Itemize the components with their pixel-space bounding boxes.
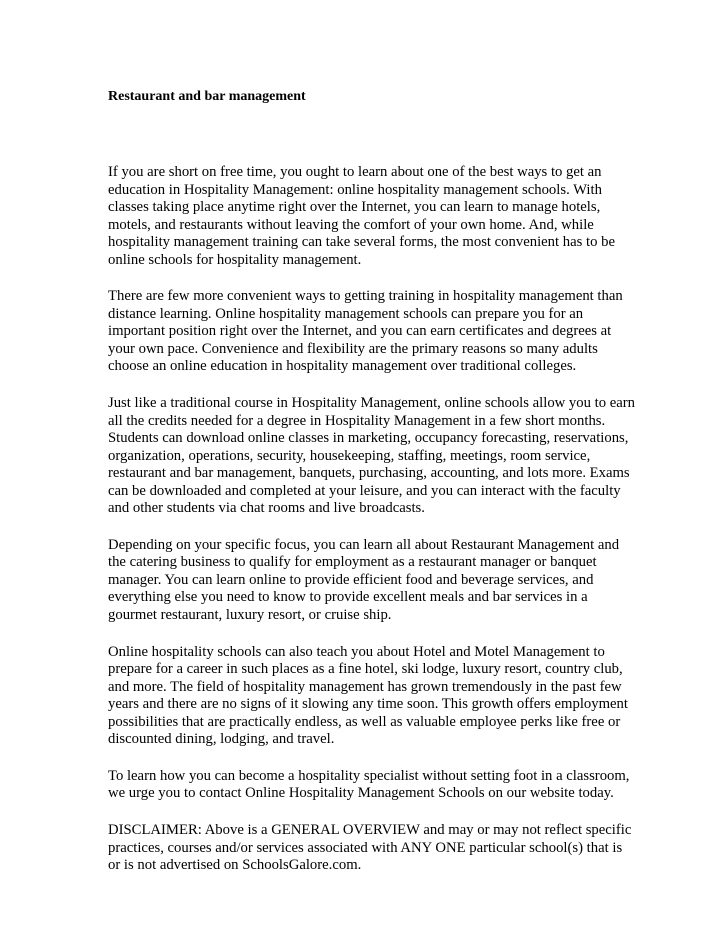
paragraph-2: [108, 288, 623, 376]
disclaimer-paragraph: [108, 821, 632, 875]
paragraph-1: [108, 164, 623, 269]
document-body: [108, 164, 636, 894]
paragraph-line: There are few more convenient ways to getting training in hospitality management than: [108, 288, 623, 305]
paragraph-line: important position right over the Internet, and you can earn certificates and degrees at: [108, 323, 612, 340]
paragraph-line: motels, and restaurants without leaving the comfort of your own home. And, while: [108, 216, 594, 233]
paragraph-line: hospitality management training can take several forms, the most convenient has to be: [108, 234, 615, 251]
paragraph-line: If you are short on free time, you ought to learn about one of the best ways to get an: [108, 164, 602, 180]
paragraph-line: and other students via chat rooms and live broadcasts.: [108, 500, 425, 517]
paragraph-line: education in Hospitality Management: online hospitality management schools. With: [108, 181, 602, 198]
paragraph-line: discounted dining, lodging, and travel.: [108, 731, 335, 748]
paragraph-line: organization, operations, security, housekeeping, staffing, meetings, room service,: [108, 447, 591, 464]
paragraph-line: and more. The field of hospitality management has grown tremendously in the past few: [108, 678, 622, 695]
page-title: Restaurant and bar management: [108, 89, 306, 104]
paragraph-line: years and there are no signs of it slowing any time soon. This growth offers employment: [108, 696, 628, 713]
paragraph-line: choose an online education in hospitality management over traditional colleges.: [108, 358, 577, 375]
paragraph-line: Online hospitality schools can also teach you about Hotel and Motel Management to: [108, 643, 605, 660]
paragraph-6: [108, 767, 630, 803]
paragraph-line: possibilities that are practically endless, as well as valuable employee perks like free or: [108, 713, 621, 730]
paragraph-3: [108, 395, 636, 518]
paragraph-line: or is not advertised on SchoolsGalore.com.: [108, 857, 362, 874]
paragraph-line: gourmet restaurant, luxury resort, or cruise ship.: [108, 607, 392, 624]
paragraph-4: [108, 537, 623, 625]
paragraph-line: classes taking place anytime right over the Internet, you can learn to manage hotels,: [108, 199, 601, 216]
paragraph-line: distance learning. Online hospitality management schools can prepare you for an: [108, 305, 584, 322]
paragraph-line: the catering business to qualify for employment as a restaurant manager or banquet: [108, 554, 597, 571]
paragraph-line: can be downloaded and completed at your leisure, and you can interact with the faculty: [108, 482, 621, 499]
paragraph-line: practices, courses and/or services associated with ANY ONE particular school(s) that is: [108, 839, 623, 856]
paragraph-line: Students can download online classes in marketing, occupancy forecasting, reservations,: [108, 430, 629, 447]
paragraph-line: restaurant and bar management, banquets, purchasing, accounting, and lots more. Exams: [108, 465, 630, 482]
paragraph-line: Just like a traditional course in Hospitality Management, online schools allow you to earn: [108, 395, 636, 412]
paragraph-line: prepare for a career in such places as a fine hotel, ski lodge, luxury resort, country club,: [108, 661, 623, 678]
paragraph-line: To learn how you can become a hospitality specialist without setting foot in a classroom,: [108, 767, 630, 784]
paragraph-line: everything else you need to know to provide excellent meals and bar services in a: [108, 589, 588, 606]
paragraph-line: online schools for hospitality management.: [108, 251, 362, 268]
paragraph-line: all the credits needed for a degree in Hospitality Management in a few short months.: [108, 412, 606, 429]
paragraph-5: [108, 643, 628, 749]
paragraph-line: DISCLAIMER: Above is a GENERAL OVERVIEW and may or may not reflect specific: [108, 821, 632, 838]
paragraph-line: manager. You can learn online to provide efficient food and beverage services, and: [108, 571, 594, 588]
paragraph-line: Depending on your specific focus, you can learn all about Restaurant Management and: [108, 536, 620, 553]
paragraph-line: your own pace. Convenience and flexibility are the primary reasons so many adults: [108, 340, 598, 357]
paragraph-line: we urge you to contact Online Hospitality Management Schools on our website today.: [108, 785, 614, 802]
